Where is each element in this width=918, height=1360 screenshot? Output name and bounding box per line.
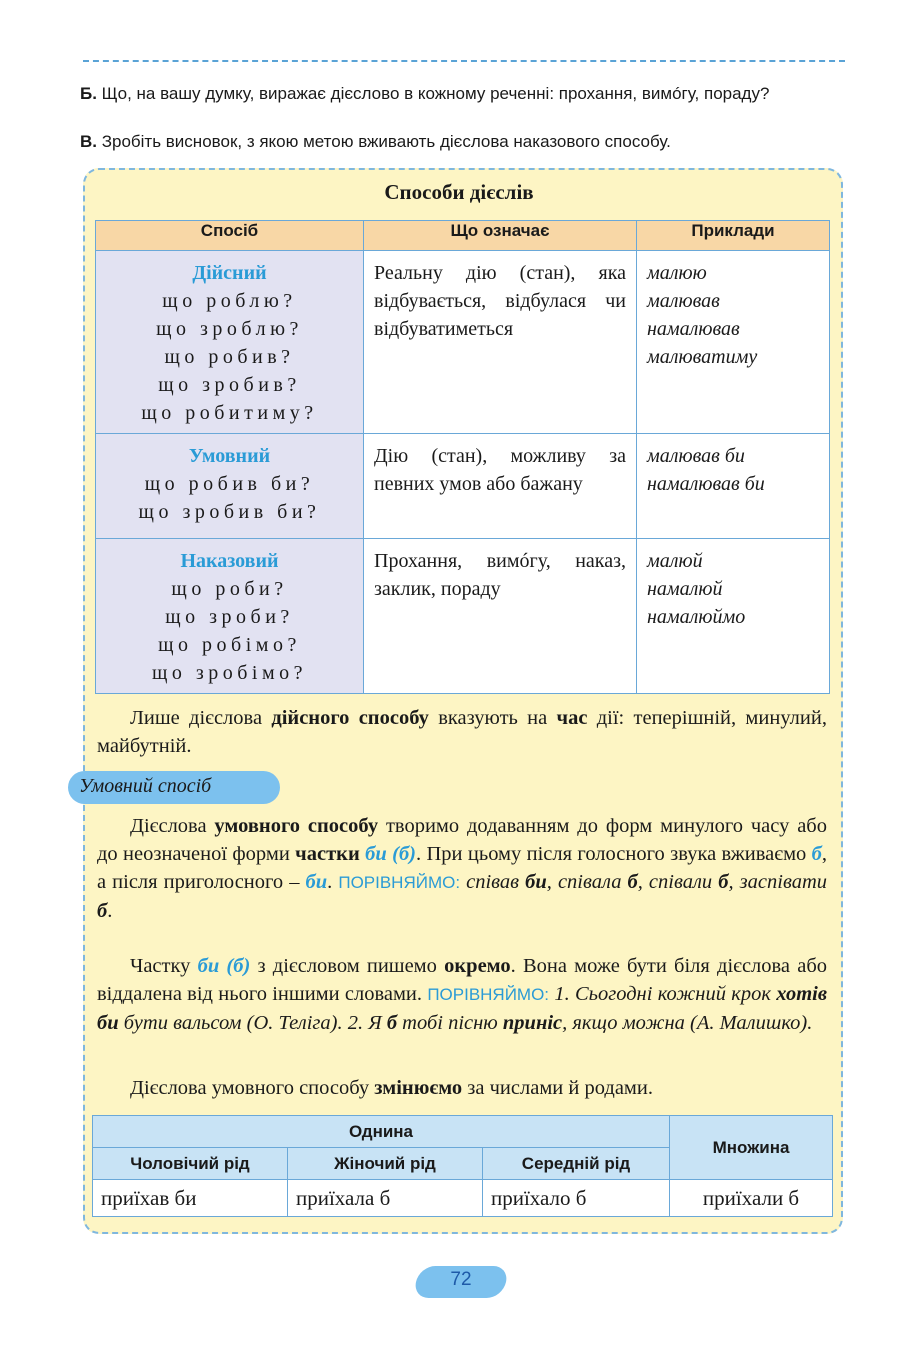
mood-examples xyxy=(637,251,830,434)
mood-question: що зроблю? xyxy=(156,318,303,340)
p2-example-bold: хотів би xyxy=(97,983,827,1034)
mood-cell xyxy=(96,539,364,694)
header-mood: Спосіб xyxy=(96,221,364,251)
mood-meaning: Дію (стан), можливу за певних умов або бажану xyxy=(364,434,637,539)
value-masculine: приїхав би xyxy=(93,1180,288,1217)
example-word: намалюй xyxy=(647,578,723,600)
p1-text: творимо додаванням до форм минулого часу або до неозначеної форми xyxy=(97,815,827,865)
mood-name: Наказовий xyxy=(180,550,279,572)
p3-text: за числами й родами. xyxy=(462,1077,653,1099)
note-bold: час xyxy=(556,707,588,729)
moods-table-header xyxy=(96,221,830,251)
table-row xyxy=(96,434,830,539)
question-v xyxy=(80,130,846,153)
p2-bold: окремо xyxy=(444,955,511,977)
table-row xyxy=(96,539,830,694)
note-text: вказують на xyxy=(428,707,557,729)
p1-bold: умовного способу xyxy=(214,815,379,837)
mood-examples xyxy=(637,539,830,694)
p2-example: бути вальсом (О. Теліга). 2. Я xyxy=(118,1012,387,1034)
question-v-letter: В. xyxy=(80,132,97,151)
p2-text: . Вона може бути біля дієслова або віддалена від нього іншими словами. xyxy=(97,955,827,1005)
mood-cell xyxy=(96,434,364,539)
header-neuter: Середній рід xyxy=(483,1148,670,1180)
p1-example: , співали xyxy=(637,871,719,893)
moods-table xyxy=(95,220,830,694)
example-word: малюю xyxy=(647,262,707,284)
mood-question: що зробив? xyxy=(158,374,301,396)
p2-example: , якщо можна (А. Малишко). xyxy=(562,1012,813,1034)
section-label: Умовний спосіб xyxy=(79,775,212,797)
p1-text: , а після приголосного – xyxy=(97,843,828,893)
table-row xyxy=(96,251,830,434)
p2-example-bold: б xyxy=(386,1012,398,1034)
question-v-text: Зробіть висновок, з якою метою вживають дієслова наказового способу. xyxy=(97,132,671,151)
mood-name: Умовний xyxy=(188,445,271,467)
question-b-text: Що, на вашу думку, виражає дієслово в кожному реченні: прохання, вимóгу, пораду? xyxy=(96,84,770,103)
p1-example: , заспівати xyxy=(728,871,828,893)
mood-question: що робімо? xyxy=(158,634,301,656)
conditional-paragraph-3 xyxy=(97,1074,827,1102)
conditional-paragraph-2 xyxy=(97,952,827,1037)
conjugation-table xyxy=(92,1115,833,1217)
example-word: малював xyxy=(647,290,720,312)
mood-examples xyxy=(637,434,830,539)
p1-example-bold: б xyxy=(97,900,108,922)
mood-question: що зробив би? xyxy=(138,501,321,523)
p2-example: 1. Сьогодні кожний крок xyxy=(549,983,777,1005)
example-word: намалював би xyxy=(647,473,765,495)
p1-particle: би xyxy=(305,871,328,893)
p1-example-bold: би xyxy=(525,871,547,893)
value-plural: приїхали б xyxy=(670,1180,833,1217)
mood-question: що робив? xyxy=(164,346,295,368)
table-row xyxy=(93,1180,833,1217)
mood-meaning: Реальну дію (стан), яка відбувається, відбулася чи відбуватиметься xyxy=(364,251,637,434)
p1-text: . При цьому після голосного звука вживаємо xyxy=(416,843,812,865)
compare-label: ПОРІВНЯЙМО: xyxy=(427,985,550,1004)
value-feminine: приїхала б xyxy=(288,1180,483,1217)
example-word: намалюймо xyxy=(647,606,746,628)
conjugation-header-row xyxy=(93,1116,833,1148)
header-plural: Множина xyxy=(670,1116,833,1180)
example-word: малюй xyxy=(647,550,703,572)
p1-particle: би (б) xyxy=(365,843,417,865)
p2-text: з дієсловом пишемо xyxy=(250,955,445,977)
mood-question: що робитиму? xyxy=(141,402,318,424)
example-word: малюватиму xyxy=(647,346,758,368)
p2-example-bold: приніс xyxy=(502,1012,563,1034)
header-meaning: Що означає xyxy=(364,221,637,251)
p1-text: Дієслова xyxy=(130,815,215,837)
mood-question: що зроби? xyxy=(165,606,294,628)
conditional-paragraph-1 xyxy=(97,812,827,925)
p1-example-bold: б xyxy=(718,871,729,893)
compare-label: ПОРІВНЯЙМО: xyxy=(338,873,461,892)
moods-table-title: Способи дієслів xyxy=(384,180,534,204)
value-neuter: приїхало б xyxy=(483,1180,670,1217)
mood-question: що робив би? xyxy=(144,473,315,495)
p3-text: Дієслова умовного способу xyxy=(130,1077,375,1099)
example-word: малював би xyxy=(647,445,745,467)
p3-bold: змінюємо xyxy=(374,1077,463,1099)
example-word: намалював xyxy=(647,318,740,340)
p1-example: співав xyxy=(460,871,526,893)
header-feminine: Жіночий рід xyxy=(288,1148,483,1180)
p1-example-bold: б xyxy=(627,871,638,893)
p1-text: . xyxy=(327,871,339,893)
p1-bold: частки xyxy=(295,843,360,865)
p1-particle: б xyxy=(811,843,822,865)
header-masculine: Чоловічий рід xyxy=(93,1148,288,1180)
p1-text: . xyxy=(107,900,113,922)
mood-question: що роби? xyxy=(171,578,288,600)
top-dashed-divider xyxy=(83,60,845,62)
question-b-letter: Б. xyxy=(80,84,97,103)
question-b xyxy=(80,82,846,105)
mood-meaning: Прохання, вимóгу, наказ, заклик, пораду xyxy=(364,539,637,694)
tense-note xyxy=(97,704,827,760)
note-bold: дійсного способу xyxy=(271,707,429,729)
p2-text: Частку xyxy=(130,955,198,977)
header-singular: Однина xyxy=(93,1116,670,1148)
header-examples: Приклади xyxy=(637,221,830,251)
mood-question: що роблю? xyxy=(162,290,297,312)
p2-particle: би (б) xyxy=(197,955,251,977)
note-text: Лише дієслова xyxy=(130,707,272,729)
p2-example: тобі пісню xyxy=(397,1012,503,1034)
mood-name: Дійсний xyxy=(192,262,267,284)
mood-cell xyxy=(96,251,364,434)
p1-example: , співала xyxy=(546,871,628,893)
note-text: дії: теперішній, минулий, майбутній. xyxy=(97,707,827,757)
page-number: 72 xyxy=(450,1269,472,1290)
mood-question: що зробімо? xyxy=(151,662,308,684)
